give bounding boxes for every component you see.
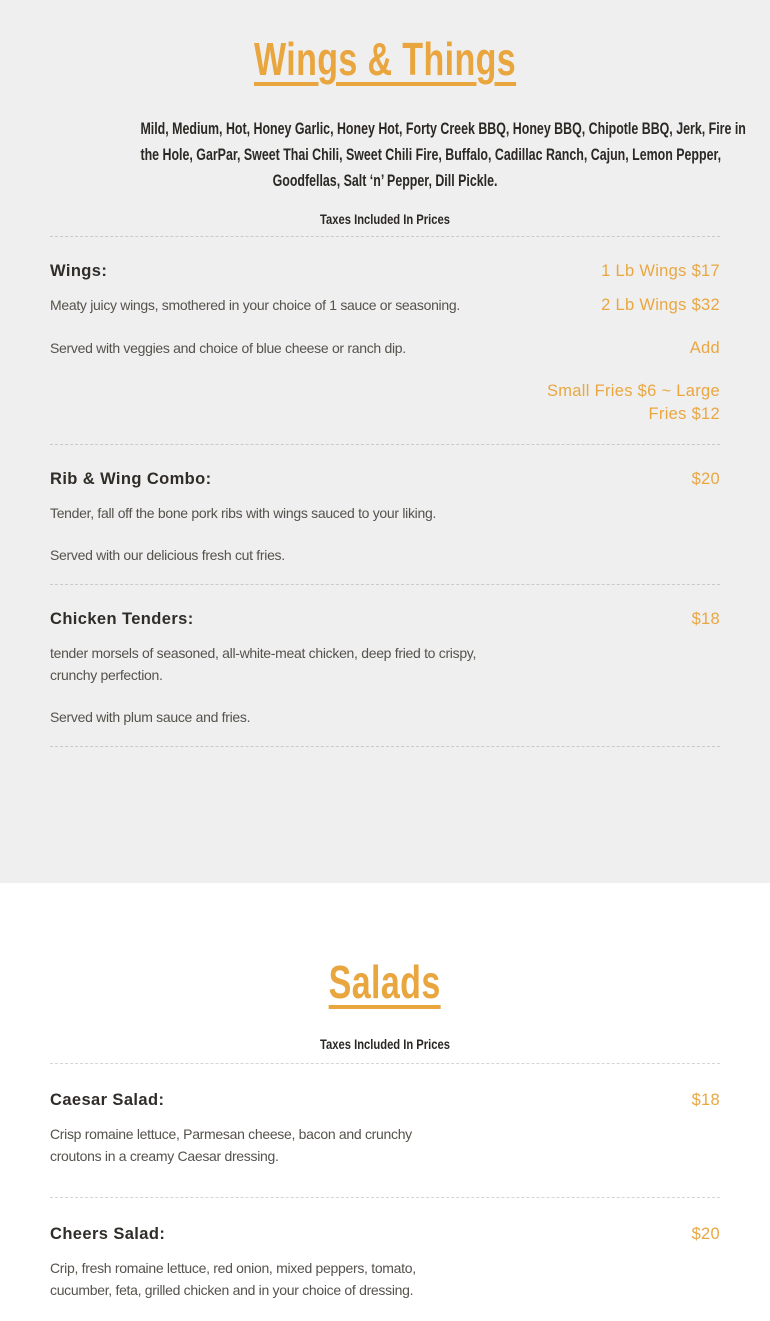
sauce-flavor-line: Mild, Medium, Hot, Honey Garlic, Honey Hot, Forty Creek BBQ, Honey BBQ, Chipotle BBQ, Jerk, Fire in (140, 119, 746, 138)
item-row (50, 1257, 720, 1301)
tax-note: Taxes Included In Prices (320, 211, 450, 227)
item-price: $18 (691, 1091, 720, 1109)
item-name: Chicken Tenders: (50, 610, 194, 628)
item-divider (50, 746, 720, 747)
item-name: Cheers Salad: (50, 1225, 166, 1243)
item-description: Served with veggies and choice of blue cheese or ranch dip. (50, 340, 406, 356)
item-description: tender morsels of seasoned, all-white-meat chicken, deep fried to crispy, crunchy perfection. (50, 645, 477, 683)
item-row (50, 467, 720, 492)
item-row (50, 642, 720, 686)
wings-section-title: Wings & Things (253, 33, 517, 85)
item-row (50, 337, 720, 360)
item-row (50, 706, 720, 728)
item-price: $20 (691, 1225, 720, 1243)
item-name: Rib & Wing Combo: (50, 470, 212, 488)
item-description: Served with our delicious fresh cut fries. (50, 547, 285, 563)
menu-item-rib-wing-combo (50, 445, 720, 584)
item-description: Crip, fresh romaine lettuce, red onion, mixed peppers, tomato, cucumber, feta, grilled chicken and in your choice of dressing. (50, 1260, 416, 1298)
sauce-flavor-line: the Hole, GarPar, Sweet Thai Chili, Sweet Chili Fire, Buffalo, Cadillac Ranch, Cajun, Lemon Pepper, (140, 145, 722, 164)
wings-title-wrap (50, 34, 720, 96)
item-description: Tender, fall off the bone pork ribs with wings sauced to your liking. (50, 505, 437, 521)
item-price: 2 Lb Wings $32 (601, 296, 720, 314)
item-description: Meaty juicy wings, smothered in your choice of 1 sauce or seasoning. (50, 297, 460, 313)
item-row (50, 544, 720, 566)
item-price: $18 (691, 610, 720, 628)
item-description: Crisp romaine lettuce, Parmesan cheese, bacon and crunchy croutons in a creamy Caesar dressing. (50, 1126, 412, 1164)
item-row (50, 294, 720, 317)
item-row (50, 380, 720, 426)
item-row (50, 1088, 720, 1113)
salads-section-title: Salads (329, 956, 441, 1008)
menu-item-wings (50, 237, 720, 444)
menu-item-chicken-tenders (50, 585, 720, 746)
item-row (50, 1123, 720, 1167)
item-name: Caesar Salad: (50, 1091, 165, 1109)
menu-item-cheers-salad (50, 1198, 720, 1321)
item-name: Wings: (50, 262, 108, 280)
item-price: $20 (691, 470, 720, 488)
sauce-flavor-list (50, 116, 746, 194)
salads-section (0, 883, 770, 1298)
item-price-fries: Small Fries $6 ~ Large Fries $12 (546, 382, 720, 423)
salads-title-wrap (50, 957, 720, 1019)
item-description: Served with plum sauce and fries. (50, 709, 251, 725)
item-price: 1 Lb Wings $17 (601, 262, 720, 280)
tax-note: Taxes Included In Prices (320, 1036, 450, 1052)
sauce-flavor-line: Goodfellas, Salt ‘n’ Pepper, Dill Pickle. (272, 171, 498, 190)
menu-item-caesar-salad (50, 1064, 720, 1187)
item-price-add: Add (689, 339, 720, 357)
item-row (50, 607, 720, 632)
item-row (50, 259, 720, 284)
item-row (50, 502, 720, 524)
item-row (50, 1222, 720, 1247)
